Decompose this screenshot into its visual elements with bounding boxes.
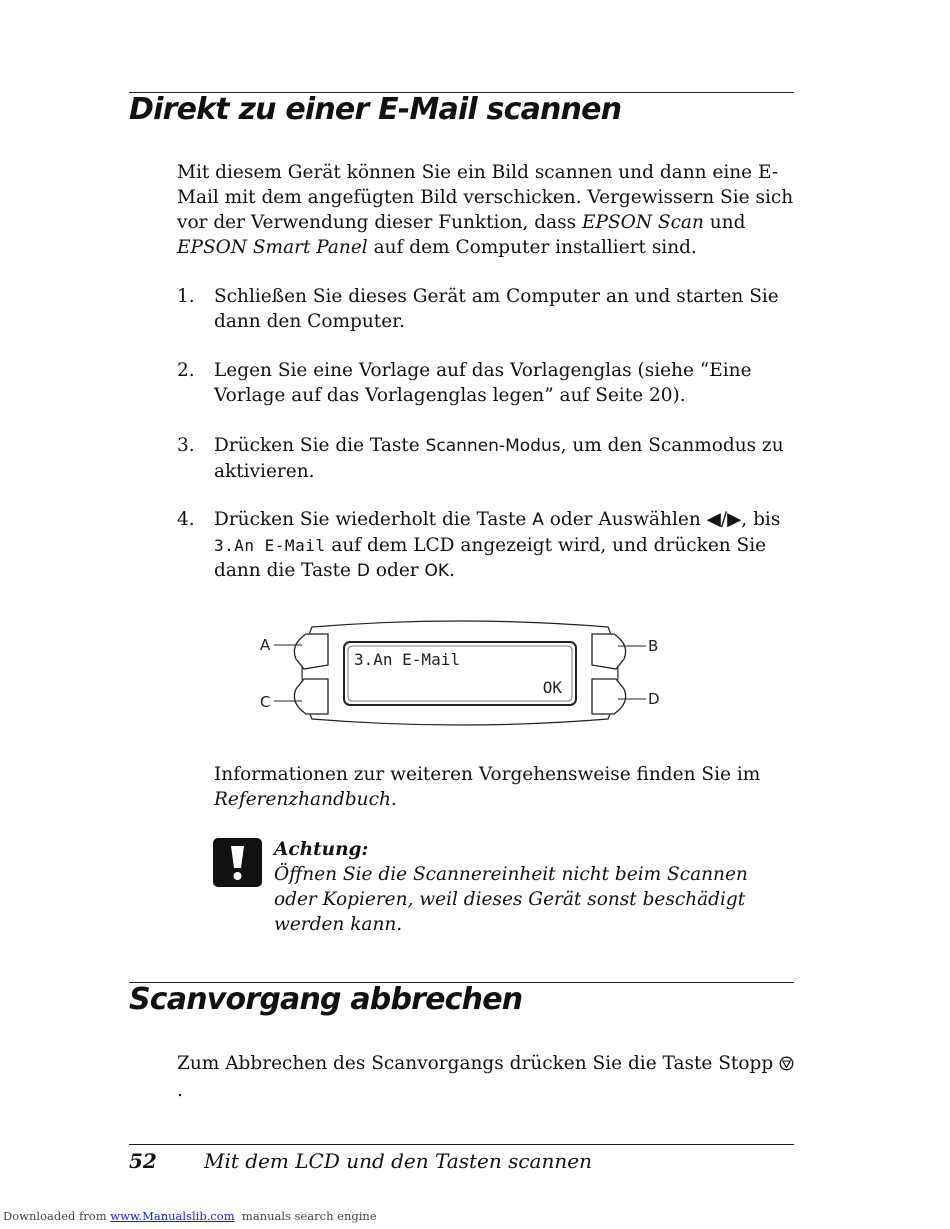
step-text-part: Drücken Sie wiederholt die Taste [214, 509, 533, 530]
step-text-part: , um den Scanmodus zu aktivieren. [214, 435, 784, 482]
info-paragraph [214, 762, 774, 812]
button-name: Scannen-Modus [425, 436, 561, 456]
step-number: 3. [177, 435, 195, 456]
lcd-line-2: OK [542, 678, 562, 697]
caution-block [274, 837, 794, 937]
section-title: Scanvorgang abbrechen [129, 982, 523, 1017]
caution-icon [213, 838, 262, 887]
intro-emphasis: EPSON Scan [582, 212, 704, 233]
download-prefix: Downloaded from [3, 1209, 111, 1223]
button-a-shape [294, 634, 328, 669]
info-text: . [390, 789, 397, 810]
panel-outline [302, 621, 618, 725]
step-number: 2. [177, 360, 195, 381]
lcd-line-1: 3.An E-Mail [354, 650, 460, 669]
section-title: Direkt zu einer E-Mail scannen [129, 92, 622, 127]
control-panel-illustration [250, 615, 670, 735]
button-c-shape [294, 679, 328, 714]
manualslib-link[interactable]: www.Manualslib.com [110, 1209, 235, 1223]
step-text-part: oder [369, 560, 425, 581]
step-text-part: . [449, 560, 455, 581]
intro-text: auf dem Computer installiert sind. [367, 237, 697, 258]
running-footer-title: Mit dem LCD und den Tasten scannen [204, 1149, 592, 1173]
step-text: Legen Sie eine Vorlage auf das Vorlagenglas (siehe “Eine Vorlage auf das Vorlagenglas legen” auf Seite 20). [214, 360, 752, 406]
label-d: D [648, 690, 660, 708]
step-text [214, 433, 799, 484]
lcd-text-inline: 3.An E-Mail [214, 536, 326, 555]
step-text [214, 507, 799, 584]
stop-button-icon [779, 1053, 794, 1078]
label-b: B [648, 637, 659, 655]
cancel-paragraph [177, 1051, 797, 1103]
footer-rule [129, 1144, 794, 1145]
caution-title: Achtung: [274, 839, 369, 860]
button-name: A [532, 510, 544, 530]
cancel-text: Zum Abbrechen des Scanvorgangs drücken Sie die Taste Stopp [177, 1053, 780, 1074]
step-text-part: auf dem LCD angezeigt wird, und drücken Sie dann die Taste [214, 535, 767, 581]
button-name: D [356, 561, 370, 581]
step-number: 1. [177, 286, 195, 307]
caution-text: Öffnen Sie die Scannereinheit nicht beim Scannen oder Kopieren, weil dieses Gerät sonst beschädigt werden kann. [274, 864, 748, 935]
intro-emphasis: EPSON Smart Panel [177, 237, 368, 258]
button-name: OK [424, 561, 450, 581]
step-number: 4. [177, 509, 195, 530]
button-b-shape [592, 634, 626, 669]
step-text-part: oder Auswählen ◀/▶, bis [543, 509, 781, 530]
download-suffix: manuals search engine [234, 1209, 377, 1223]
download-notice [3, 1209, 377, 1223]
intro-text: Mit diesem Gerät können Sie ein Bild scannen und dann eine E-Mail mit dem angefügten Bild verschicken. Vergewissern Sie sich vor der Verwendung dieser Funktion, dass [177, 162, 794, 233]
intro-paragraph [177, 160, 795, 260]
step-text: Schließen Sie dieses Gerät am Computer an und starten Sie dann den Computer. [214, 286, 779, 332]
label-a: A [260, 636, 271, 654]
intro-text: und [703, 212, 746, 233]
page-number: 52 [129, 1149, 157, 1173]
step-text-part: Drücken Sie die Taste [214, 435, 426, 456]
info-text: Informationen zur weiteren Vorgehensweise finden Sie im [214, 764, 761, 785]
button-d-shape [592, 679, 626, 714]
cancel-text-end: . [177, 1080, 183, 1101]
label-c: C [260, 693, 271, 711]
info-emphasis: Referenzhandbuch [214, 789, 391, 810]
